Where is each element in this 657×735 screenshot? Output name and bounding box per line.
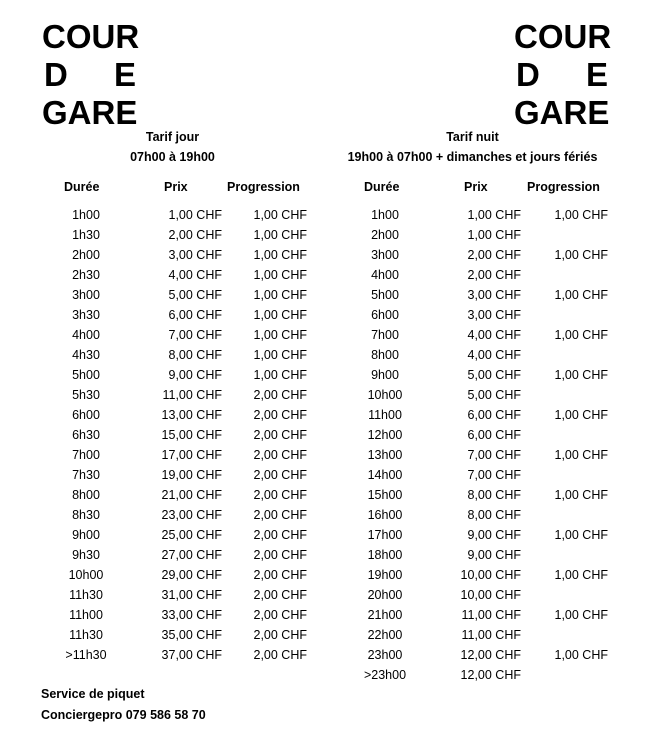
prix-cell: 5,00 CHF <box>467 368 521 382</box>
progression-cell: 2,00 CHF <box>253 508 307 522</box>
table-row <box>330 448 657 468</box>
prix-cell: 4,00 CHF <box>467 348 521 362</box>
table-row <box>0 208 330 228</box>
table-row <box>330 628 657 648</box>
logo-letter-e: E <box>114 56 137 93</box>
duree-cell: 13h00 <box>367 448 403 462</box>
prix-cell: 11,00 CHF <box>162 388 222 402</box>
progression-cell: 1,00 CHF <box>253 288 307 302</box>
table-row <box>330 368 657 388</box>
prix-cell: 12,00 CHF <box>460 648 521 662</box>
progression-cell: 1,00 CHF <box>554 568 608 582</box>
progression-cell: 2,00 CHF <box>253 468 307 482</box>
duree-cell: 8h00 <box>72 488 100 502</box>
progression-cell: 2,00 CHF <box>253 528 307 542</box>
prix-cell: 5,00 CHF <box>467 388 521 402</box>
duree-cell: 1h00 <box>72 208 100 222</box>
prix-cell: 1,00 CHF <box>467 228 521 242</box>
duree-cell: 4h30 <box>72 348 100 362</box>
table-row <box>330 328 657 348</box>
prix-cell: 35,00 CHF <box>161 628 222 642</box>
table-row <box>0 268 330 288</box>
table-row <box>330 228 657 248</box>
progression-cell: 1,00 CHF <box>554 608 608 622</box>
prix-cell: 3,00 CHF <box>467 288 521 302</box>
prix-cell: 27,00 CHF <box>161 548 222 562</box>
duree-cell: 22h00 <box>367 628 403 642</box>
table-row <box>0 568 330 588</box>
progression-cell: 2,00 CHF <box>253 448 307 462</box>
prix-cell: 4,00 CHF <box>168 268 222 282</box>
day-col-prix: Prix <box>164 180 188 194</box>
table-row <box>330 208 657 228</box>
logo-letter-d: D <box>44 56 68 93</box>
duree-cell: 3h30 <box>72 308 100 322</box>
duree-cell: 14h00 <box>367 468 403 482</box>
table-row <box>330 588 657 608</box>
duree-cell: 11h00 <box>368 408 402 422</box>
duree-cell: 9h30 <box>72 548 100 562</box>
prix-cell: 3,00 CHF <box>467 308 521 322</box>
duree-cell: 4h00 <box>72 328 100 342</box>
prix-cell: 8,00 CHF <box>467 508 521 522</box>
progression-cell: 1,00 CHF <box>253 368 307 382</box>
prix-cell: 9,00 CHF <box>467 548 521 562</box>
table-row <box>0 428 330 448</box>
table-row <box>330 548 657 568</box>
table-row <box>0 308 330 328</box>
service-piquet-label: Service de piquet <box>41 687 145 701</box>
day-tariff-title: Tarif jour <box>145 130 200 144</box>
table-row <box>330 308 657 328</box>
night-tariff-title: Tarif nuit <box>446 130 499 144</box>
table-row <box>330 408 657 428</box>
table-row <box>330 268 657 288</box>
table-row <box>0 328 330 348</box>
prix-cell: 1,00 CHF <box>168 208 222 222</box>
progression-cell: 1,00 CHF <box>554 488 608 502</box>
duree-cell: 2h30 <box>72 268 100 282</box>
prix-cell: 8,00 CHF <box>467 488 521 502</box>
duree-cell: 17h00 <box>367 528 403 542</box>
day-tariff-hours: 07h00 à 19h00 <box>130 150 215 164</box>
night-col-prix: Prix <box>464 180 488 194</box>
duree-cell: 10h00 <box>68 568 104 582</box>
table-row <box>330 388 657 408</box>
progression-cell: 2,00 CHF <box>253 568 307 582</box>
progression-cell: 2,00 CHF <box>253 428 307 442</box>
duree-cell: 7h00 <box>72 448 100 462</box>
night-tariff-hours: 19h00 à 07h00 + dimanches et jours fériés <box>347 150 598 164</box>
table-row <box>0 388 330 408</box>
progression-cell: 1,00 CHF <box>554 248 608 262</box>
prix-cell: 2,00 CHF <box>467 248 521 262</box>
duree-cell: 11h00 <box>69 608 103 622</box>
prix-cell: 33,00 CHF <box>161 608 222 622</box>
duree-cell: 1h30 <box>72 228 100 242</box>
logo-cour-de-gare-left <box>42 18 138 132</box>
duree-cell: 16h00 <box>367 508 403 522</box>
progression-cell: 2,00 CHF <box>253 548 307 562</box>
concierge-contact: Conciergepro 079 586 58 70 <box>41 708 206 722</box>
duree-cell: 4h00 <box>371 268 399 282</box>
prix-cell: 2,00 CHF <box>467 268 521 282</box>
table-row <box>0 648 330 668</box>
progression-cell: 1,00 CHF <box>554 408 608 422</box>
progression-cell: 1,00 CHF <box>253 308 307 322</box>
duree-cell: 5h30 <box>72 388 100 402</box>
progression-cell: 2,00 CHF <box>253 488 307 502</box>
logo-line-3: GARE <box>514 94 610 131</box>
duree-cell: 5h00 <box>371 288 399 302</box>
prix-cell: 9,00 CHF <box>467 528 521 542</box>
day-col-progression: Progression <box>227 180 300 194</box>
duree-cell: 9h00 <box>72 528 100 542</box>
table-row <box>0 548 330 568</box>
prix-cell: 6,00 CHF <box>467 408 521 422</box>
prix-cell: 10,00 CHF <box>460 588 521 602</box>
table-row <box>330 508 657 528</box>
prix-cell: 17,00 CHF <box>161 448 222 462</box>
prix-cell: 21,00 CHF <box>161 488 222 502</box>
progression-cell: 1,00 CHF <box>554 648 608 662</box>
duree-cell: 6h30 <box>72 428 100 442</box>
table-row <box>0 348 330 368</box>
prix-cell: 11,00 CHF <box>461 608 521 622</box>
table-row <box>0 508 330 528</box>
table-row <box>330 608 657 628</box>
progression-cell: 2,00 CHF <box>253 588 307 602</box>
duree-cell: 2h00 <box>371 228 399 242</box>
progression-cell: 1,00 CHF <box>253 228 307 242</box>
duree-cell: 6h00 <box>371 308 399 322</box>
logo-letter-d: D <box>516 56 540 93</box>
duree-cell: 8h00 <box>371 348 399 362</box>
prix-cell: 7,00 CHF <box>168 328 222 342</box>
table-row <box>0 228 330 248</box>
progression-cell: 2,00 CHF <box>253 648 307 662</box>
prix-cell: 29,00 CHF <box>161 568 222 582</box>
progression-cell: 1,00 CHF <box>554 528 608 542</box>
duree-cell: 15h00 <box>367 488 403 502</box>
progression-cell: 2,00 CHF <box>253 628 307 642</box>
progression-cell: 1,00 CHF <box>554 288 608 302</box>
progression-cell: 2,00 CHF <box>253 408 307 422</box>
duree-cell: 10h00 <box>367 388 403 402</box>
prix-cell: 7,00 CHF <box>467 448 521 462</box>
duree-cell: 11h30 <box>69 628 103 642</box>
table-row <box>330 428 657 448</box>
day-col-duree: Durée <box>64 180 100 194</box>
table-row <box>330 648 657 668</box>
duree-cell: >23h00 <box>363 668 407 682</box>
duree-cell: 7h30 <box>72 468 100 482</box>
table-row <box>0 528 330 548</box>
prix-cell: 5,00 CHF <box>168 288 222 302</box>
prix-cell: 9,00 CHF <box>168 368 222 382</box>
duree-cell: 9h00 <box>371 368 399 382</box>
duree-cell: 7h00 <box>371 328 399 342</box>
night-col-progression: Progression <box>527 180 600 194</box>
table-row <box>330 248 657 268</box>
duree-cell: 12h00 <box>367 428 403 442</box>
prix-cell: 6,00 CHF <box>467 428 521 442</box>
prix-cell: 11,00 CHF <box>461 628 521 642</box>
progression-cell: 1,00 CHF <box>554 208 608 222</box>
table-row <box>330 668 657 688</box>
table-row <box>0 288 330 308</box>
table-row <box>0 628 330 648</box>
table-row <box>330 528 657 548</box>
logo-line-1: COUR <box>42 18 140 55</box>
table-row <box>0 408 330 428</box>
duree-cell: 3h00 <box>72 288 100 302</box>
progression-cell: 2,00 CHF <box>253 608 307 622</box>
progression-cell: 1,00 CHF <box>554 448 608 462</box>
progression-cell: 1,00 CHF <box>253 348 307 362</box>
table-row <box>0 588 330 608</box>
prix-cell: 25,00 CHF <box>161 528 222 542</box>
duree-cell: 19h00 <box>367 568 403 582</box>
prix-cell: 8,00 CHF <box>168 348 222 362</box>
night-tariff-table <box>330 208 657 688</box>
duree-cell: 2h00 <box>72 248 100 262</box>
duree-cell: >11h30 <box>65 648 107 662</box>
night-col-duree: Durée <box>364 180 400 194</box>
duree-cell: 1h00 <box>371 208 399 222</box>
table-row <box>0 608 330 628</box>
progression-cell: 1,00 CHF <box>253 268 307 282</box>
duree-cell: 18h00 <box>367 548 403 562</box>
progression-cell: 1,00 CHF <box>554 328 608 342</box>
prix-cell: 15,00 CHF <box>161 428 222 442</box>
table-row <box>0 368 330 388</box>
day-tariff-table <box>0 208 330 668</box>
duree-cell: 20h00 <box>367 588 403 602</box>
table-row <box>0 468 330 488</box>
duree-cell: 11h30 <box>69 588 103 602</box>
prix-cell: 31,00 CHF <box>161 588 222 602</box>
table-row <box>330 468 657 488</box>
duree-cell: 6h00 <box>72 408 100 422</box>
prix-cell: 2,00 CHF <box>168 228 222 242</box>
prix-cell: 10,00 CHF <box>460 568 521 582</box>
logo-cour-de-gare-right <box>514 18 610 132</box>
duree-cell: 5h00 <box>72 368 100 382</box>
duree-cell: 21h00 <box>367 608 403 622</box>
duree-cell: 8h30 <box>72 508 100 522</box>
table-row <box>330 288 657 308</box>
prix-cell: 12,00 CHF <box>460 668 521 682</box>
prix-cell: 4,00 CHF <box>467 328 521 342</box>
prix-cell: 37,00 CHF <box>161 648 222 662</box>
progression-cell: 1,00 CHF <box>253 328 307 342</box>
duree-cell: 23h00 <box>367 648 403 662</box>
progression-cell: 1,00 CHF <box>253 208 307 222</box>
logo-line-1: COUR <box>514 18 612 55</box>
prix-cell: 19,00 CHF <box>161 468 222 482</box>
table-row <box>0 488 330 508</box>
table-row <box>330 568 657 588</box>
prix-cell: 3,00 CHF <box>168 248 222 262</box>
progression-cell: 1,00 CHF <box>253 248 307 262</box>
table-row <box>330 488 657 508</box>
prix-cell: 7,00 CHF <box>467 468 521 482</box>
logo-letter-e: E <box>586 56 609 93</box>
prix-cell: 13,00 CHF <box>161 408 222 422</box>
prix-cell: 6,00 CHF <box>168 308 222 322</box>
prix-cell: 1,00 CHF <box>467 208 521 222</box>
table-row <box>330 348 657 368</box>
table-row <box>0 248 330 268</box>
prix-cell: 23,00 CHF <box>161 508 222 522</box>
duree-cell: 3h00 <box>371 248 399 262</box>
table-row <box>0 448 330 468</box>
logo-line-3: GARE <box>42 94 138 131</box>
progression-cell: 2,00 CHF <box>253 388 307 402</box>
progression-cell: 1,00 CHF <box>554 368 608 382</box>
